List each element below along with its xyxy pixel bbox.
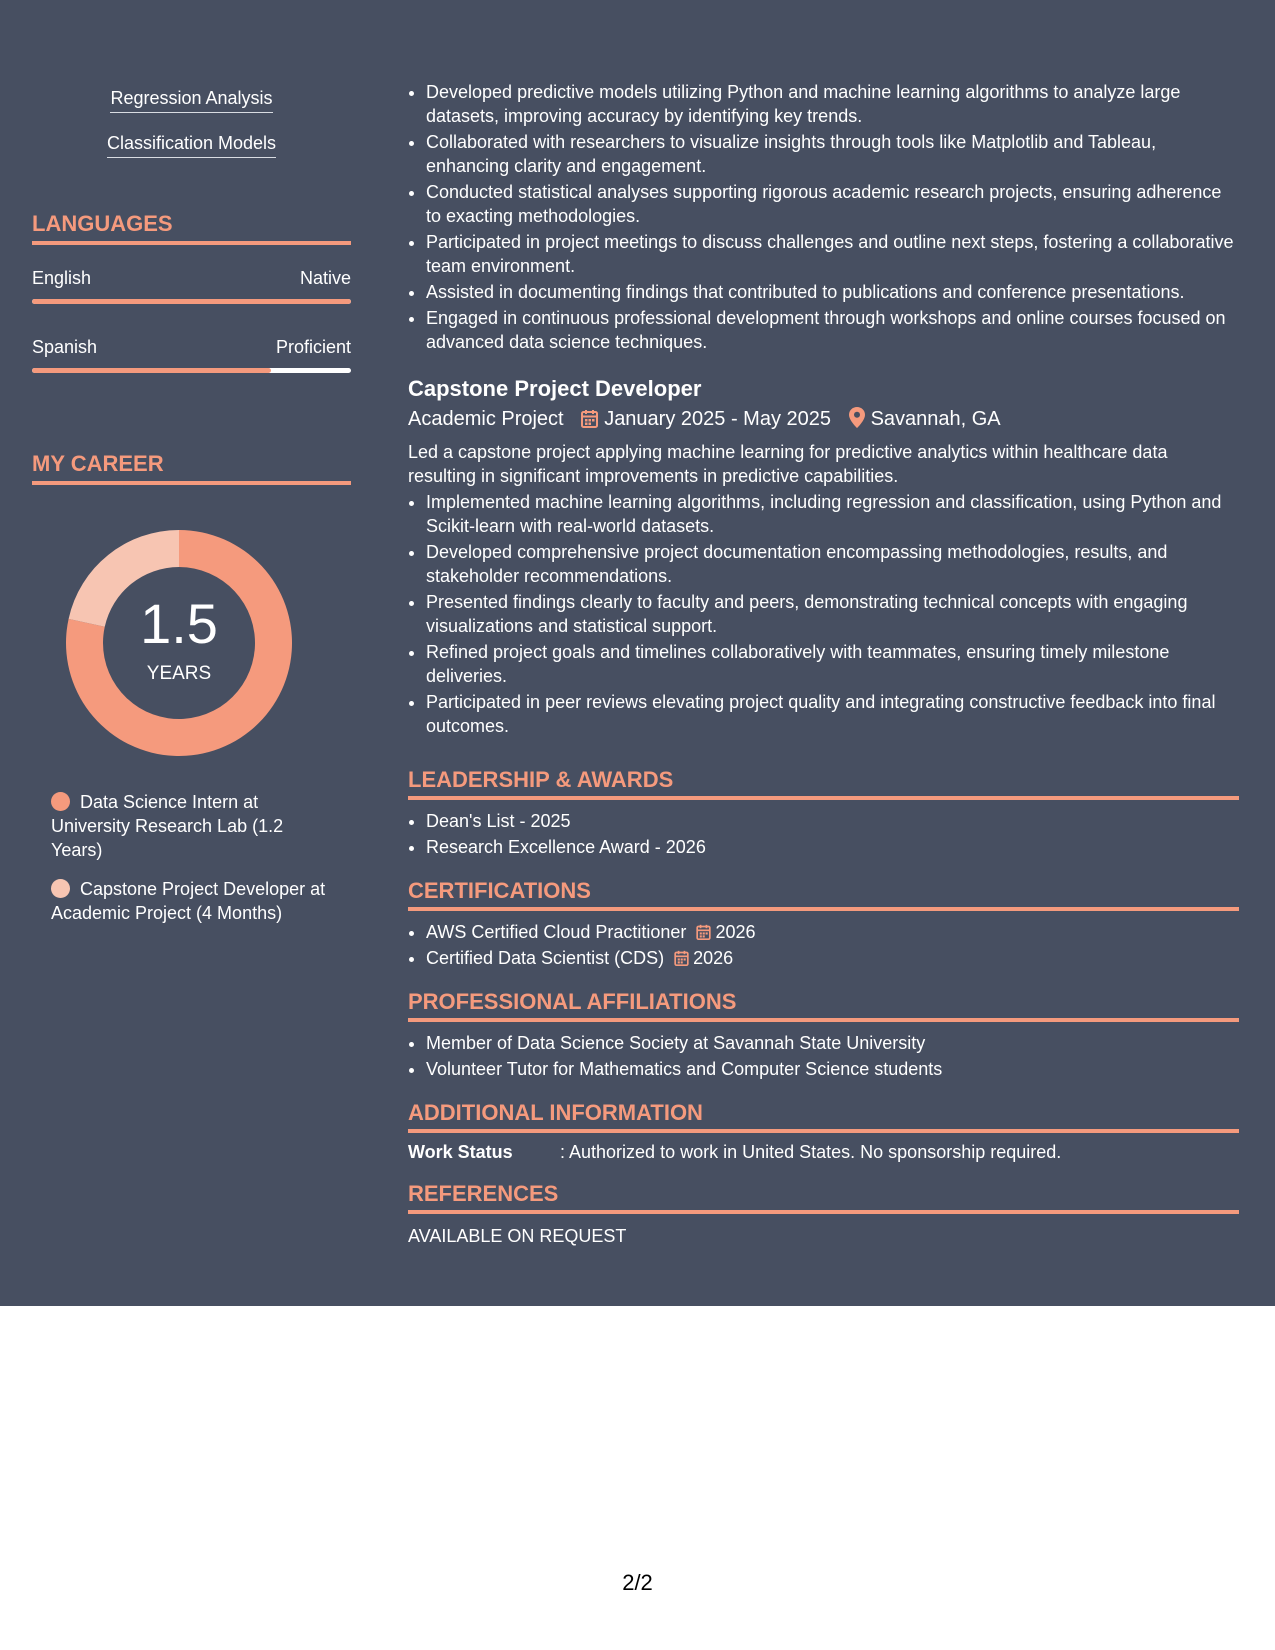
list-item: • Presented findings clearly to faculty and peers, demonstrating technical concepts with engaging visualizations and statistical support. <box>426 590 1239 638</box>
list-item: • Developed predictive models utilizing Python and machine learning algorithms to analyze large datasets, improving accuracy by identifying key trends. <box>426 80 1239 128</box>
skill-item <box>32 88 351 113</box>
career-donut-chart <box>66 530 292 756</box>
legend-dot <box>51 792 70 811</box>
leadership-list <box>408 809 1239 861</box>
language-bar <box>32 368 351 373</box>
capstone-experience <box>408 376 1239 740</box>
list-item: • Developed comprehensive project documentation encompassing methodologies, results, and stakeholder recommendations. <box>426 540 1239 588</box>
list-item: • Member of Data Science Society at Savannah State University <box>426 1031 1239 1055</box>
career-heading: MY CAREER <box>32 451 351 485</box>
certification-name: Certified Data Scientist (CDS) <box>426 948 665 968</box>
legend-label: Data Science Intern at University Research Lab (1.2 Years) <box>51 792 284 860</box>
certification-year: 2026 <box>693 948 734 968</box>
list-item: • Participated in project meetings to discuss challenges and outline next steps, fostering a collaborative team environment. <box>426 230 1239 278</box>
list-item: • Collaborated with researchers to visualize insights through tools like Matplotlib and Tableau, enhancing clarity and engagement. <box>426 130 1239 178</box>
skill-label: Classification Models <box>107 133 276 158</box>
calendar-icon <box>674 950 689 966</box>
list-item: • Implemented machine learning algorithms, including regression and classification, using Python and Scikit-learn with real-world datasets. <box>426 490 1239 538</box>
location-pin-icon <box>849 407 865 428</box>
certifications-heading: CERTIFICATIONS <box>408 878 1239 911</box>
skill-label: Regression Analysis <box>110 88 272 113</box>
language-bar-fill <box>32 368 271 373</box>
language-level: Proficient <box>275 337 351 357</box>
list-item: • Assisted in documenting findings that contributed to publications and conference presentations. <box>426 280 1239 304</box>
career-legend-item <box>51 877 331 925</box>
list-item: • Dean's List - 2025 <box>426 809 1239 833</box>
language-level: Native <box>299 268 351 288</box>
language-bar-fill <box>32 299 351 304</box>
list-item: • Conducted statistical analyses supporting rigorous academic research projects, ensuring adherence to exacting methodologies. <box>426 180 1239 228</box>
affiliations-list <box>408 1031 1239 1083</box>
job-dates: January 2025 - May 2025 <box>604 408 831 430</box>
certifications-list <box>408 920 1239 972</box>
page-number: 2/2 <box>622 1570 653 1595</box>
work-status-label: Work Status <box>408 1142 513 1162</box>
leadership-heading: LEADERSHIP & AWARDS <box>408 767 1239 800</box>
affiliations-heading: PROFESSIONAL AFFILIATIONS <box>408 989 1239 1022</box>
language-name: English <box>32 268 92 288</box>
career-total-years: 1.5 <box>140 592 218 655</box>
list-item <box>426 920 1239 944</box>
references-text: AVAILABLE ON REQUEST <box>408 1226 627 1246</box>
list-item: • Volunteer Tutor for Mathematics and Computer Science students <box>426 1057 1239 1081</box>
calendar-icon <box>696 924 711 940</box>
job-location: Savannah, GA <box>870 408 1001 430</box>
skill-item <box>32 133 351 158</box>
references-heading: REFERENCES <box>408 1181 1239 1214</box>
job-meta <box>408 407 1239 431</box>
calendar-icon <box>581 409 598 428</box>
list-item: • Engaged in continuous professional development through workshops and online courses focused on advanced data science techniques. <box>426 306 1239 354</box>
list-item: • Participated in peer reviews elevating project quality and integrating constructive feedback into final outcomes. <box>426 690 1239 738</box>
legend-label: Capstone Project Developer at Academic Project (4 Months) <box>51 879 326 923</box>
job-company: Academic Project <box>408 408 564 430</box>
career-legend-item <box>51 790 331 862</box>
legend-dot <box>51 879 70 898</box>
languages-heading: LANGUAGES <box>32 211 351 245</box>
list-item: • Research Excellence Award - 2026 <box>426 835 1239 859</box>
work-status-value: : Authorized to work in United States. No sponsorship required. <box>560 1142 1062 1162</box>
language-name: Spanish <box>32 337 98 357</box>
certification-year: 2026 <box>715 922 756 942</box>
job-summary: Led a capstone project applying machine learning for predictive analytics within healthcare data resulting in significant improvements in predictive capabilities. <box>408 442 1168 486</box>
list-item: • Refined project goals and timelines collaboratively with teammates, ensuring timely milestone deliveries. <box>426 640 1239 688</box>
job-title: Capstone Project Developer <box>408 376 702 401</box>
additional-info-heading: ADDITIONAL INFORMATION <box>408 1100 1239 1133</box>
career-years-label: YEARS <box>146 663 212 684</box>
list-item <box>426 946 1239 970</box>
language-bar <box>32 299 351 304</box>
intern-experience-bullets <box>408 80 1239 356</box>
certification-name: AWS Certified Cloud Practitioner <box>426 922 687 942</box>
